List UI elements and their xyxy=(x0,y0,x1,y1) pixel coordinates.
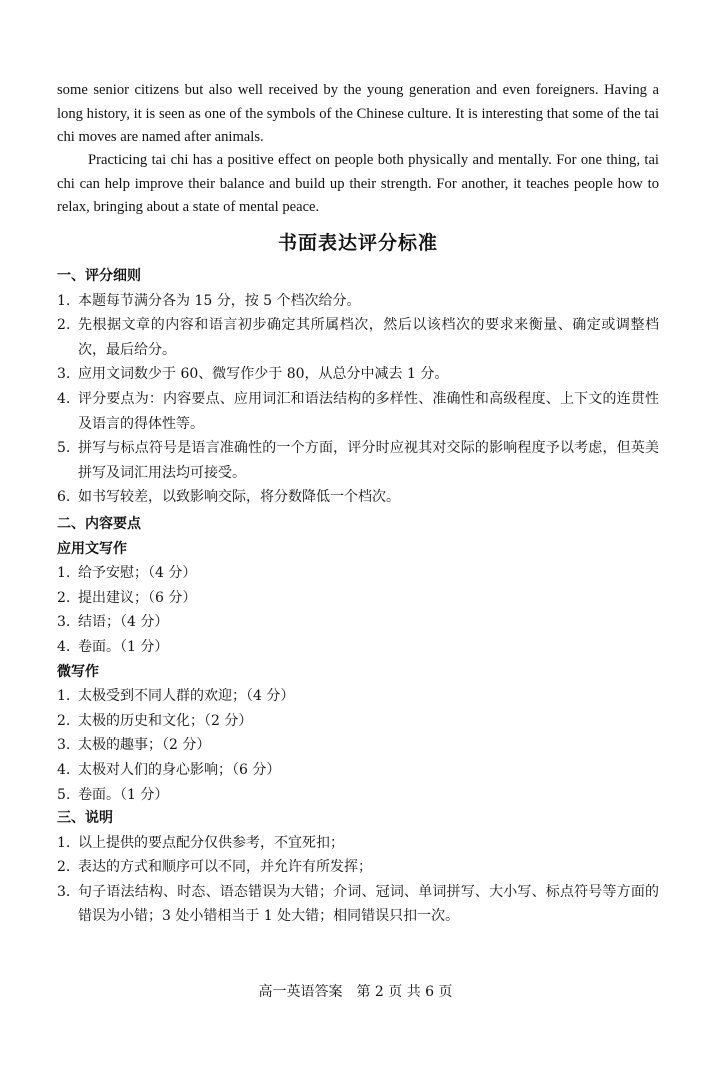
list-item xyxy=(57,387,659,436)
item-number: 2. xyxy=(57,589,71,606)
item-text: 提出建议；（6 分） xyxy=(78,589,197,606)
list-item xyxy=(57,610,659,635)
item-text: 表达的方式和顺序可以不同，并允许有所发挥； xyxy=(78,859,372,876)
list-item xyxy=(57,485,659,510)
item-text: 本题每节满分各为 15 分，按 5 个档次给分。 xyxy=(78,292,361,309)
list-item xyxy=(57,586,659,611)
item-number: 4. xyxy=(57,761,71,778)
list-item xyxy=(57,289,659,314)
list-item xyxy=(57,758,659,783)
item-number: 3. xyxy=(57,737,71,754)
item-number: 1. xyxy=(57,292,71,309)
list-item xyxy=(57,313,659,362)
item-text: 评分要点为：内容要点、应用词汇和语法结构的多样性、准确性和高级程度、上下文的连贯性及语言的得体性等。 xyxy=(78,390,659,432)
item-text: 给予安慰；（4 分） xyxy=(78,565,197,582)
item-number: 3. xyxy=(57,614,71,631)
section-heading: 三、说明 xyxy=(57,810,113,826)
item-number: 5. xyxy=(57,786,71,803)
item-number: 1. xyxy=(57,688,71,705)
item-number: 3. xyxy=(57,366,71,383)
list-item xyxy=(57,831,659,856)
item-text: 卷面。（1 分） xyxy=(78,638,169,655)
item-text: 太极的历史和文化；（2 分） xyxy=(78,712,253,729)
item-text: 拼写与标点符号是语言准确性的一个方面，评分时应视其对交际的影响程度予以考虑，但英美拼写及词汇用法均可接受。 xyxy=(78,440,659,481)
item-text: 以上提供的要点配分仅供参考，不宜死扣； xyxy=(78,834,344,851)
item-number: 4. xyxy=(57,638,71,655)
item-text: 卷面。（1 分） xyxy=(78,786,169,803)
section-heading: 一、评分细则 xyxy=(57,268,141,284)
page-footer: 高一英语答案 第 2 页 共 6 页 xyxy=(258,984,453,1000)
item-number: 3. xyxy=(57,883,71,900)
item-text: 句子语法结构、时态、语态错误为大错；介词、冠词、单词拼写、大小写、标点符号等方面的错误为小错；3 处小错相当于 1 处大错；相同错误只扣一次。 xyxy=(78,883,659,925)
item-number: 2. xyxy=(57,859,71,876)
list-item xyxy=(57,635,659,660)
item-text: 太极对人们的身心影响；（6 分） xyxy=(78,761,281,778)
section-notes xyxy=(57,806,659,929)
item-number: 4. xyxy=(57,390,71,407)
subsection-heading-micro-writing: 微写作 xyxy=(57,663,99,680)
page-title: 书面表达评分标准 xyxy=(277,232,438,254)
item-text: 如书写较差，以致影响交际，将分数降低一个档次。 xyxy=(78,489,400,506)
item-number: 6. xyxy=(57,489,71,506)
sample-paragraph-2: Practicing tai chi has a positive effect on people both physically and mentally. For one thing, tai chi can help improve their balance and build up their strength. For another, it teaches people how to relax, bringing about a state of mental peace. xyxy=(57,152,659,215)
list-item xyxy=(57,561,659,586)
item-text: 结语；（4 分） xyxy=(78,614,169,631)
list-item xyxy=(57,436,659,485)
list-item xyxy=(57,855,659,880)
list-item xyxy=(57,880,659,929)
section-scoring-rules xyxy=(57,264,659,510)
item-number: 1. xyxy=(57,834,71,851)
item-text: 太极的趣事；（2 分） xyxy=(78,737,211,754)
item-text: 先根据文章的内容和语言初步确定其所属档次，然后以该档次的要求来衡量、确定或调整档次，最后给分。 xyxy=(78,317,659,358)
list-item xyxy=(57,783,659,808)
list-item xyxy=(57,362,659,387)
item-text: 应用文词数少于 60、微写作少于 80，从总分中减去 1 分。 xyxy=(78,366,449,383)
list-item xyxy=(57,684,659,709)
section-heading: 二、内容要点 xyxy=(57,516,141,532)
item-number: 2. xyxy=(57,317,71,334)
item-number: 2. xyxy=(57,712,71,729)
item-number: 5. xyxy=(57,440,71,457)
item-text: 太极受到不同人群的欢迎；（4 分） xyxy=(78,688,295,705)
list-item xyxy=(57,733,659,758)
subsection-heading-practical-writing: 应用文写作 xyxy=(57,540,127,557)
item-number: 1. xyxy=(57,565,71,582)
list-item xyxy=(57,709,659,734)
section-content-points xyxy=(57,512,659,807)
sample-paragraph-1: some senior citizens but also well received by the young generation and even foreigners. Having a long history, it is seen as one of the symbols of the Chinese culture. It is interesting that some of the tai chi moves are named after animals. xyxy=(57,82,659,145)
